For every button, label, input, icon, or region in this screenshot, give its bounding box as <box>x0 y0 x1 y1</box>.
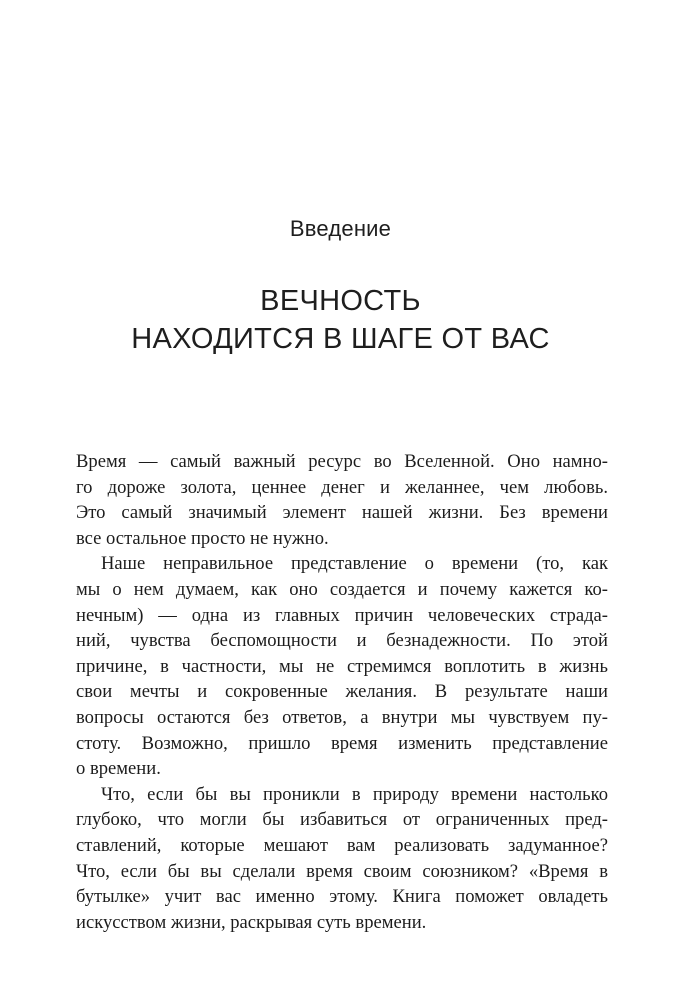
paragraph-1 <box>76 449 608 551</box>
text-line: нечным) — одна из главных причин человеческих страда- <box>76 604 608 626</box>
text-line: мы о нем думаем, как оно создается и почему кажется ко- <box>76 578 608 600</box>
body-text <box>76 449 608 935</box>
text-line: Что, если бы вы сделали время своим союзником? «Время в <box>76 860 608 882</box>
text-line: го дороже золота, ценнее денег и желаннее, чем любовь. <box>76 476 608 498</box>
chapter-title-line-2: НАХОДИТСЯ В ШАГЕ ОТ ВАС <box>131 323 550 355</box>
chapter-title <box>0 282 681 358</box>
text-line: Наше неправильное представление о времени (то, как <box>101 553 608 575</box>
text-line: бутылке» учит вас именно этому. Книга поможет овладеть <box>76 886 608 908</box>
paragraph-3 <box>76 782 608 936</box>
text-line: свои мечты и сокровенные желания. В результате наши <box>76 681 608 703</box>
paragraph-2 <box>76 551 608 781</box>
text-line: вопросы остаются без ответов, а внутри мы чувствуем пу- <box>76 706 608 728</box>
text-line: Что, если бы вы проникли в природу времени настолько <box>101 783 608 805</box>
text-line: глубоко, что могли бы избавиться от ограниченных пред- <box>76 809 608 831</box>
text-line: искусством жизни, раскрывая суть времени. <box>76 911 427 933</box>
text-line: ний, чувства беспомощности и безнадежности. По этой <box>76 630 608 652</box>
text-line: ставлений, которые мешают вам реализовать задуманное? <box>76 834 608 856</box>
text-line: Это самый значимый элемент нашей жизни. Без времени <box>76 502 608 524</box>
text-line: все остальное просто не нужно. <box>76 527 329 549</box>
chapter-title-line-1: ВЕЧНОСТЬ <box>260 285 421 317</box>
text-line: о времени. <box>76 758 161 780</box>
section-label: Введение <box>289 216 392 241</box>
text-line: причине, в частности, мы не стремимся воплотить в жизнь <box>76 655 608 677</box>
text-line: стоту. Возможно, пришло время изменить представление <box>76 732 608 754</box>
text-line: Время — самый важный ресурс во Вселенной. Оно намно- <box>76 451 608 472</box>
